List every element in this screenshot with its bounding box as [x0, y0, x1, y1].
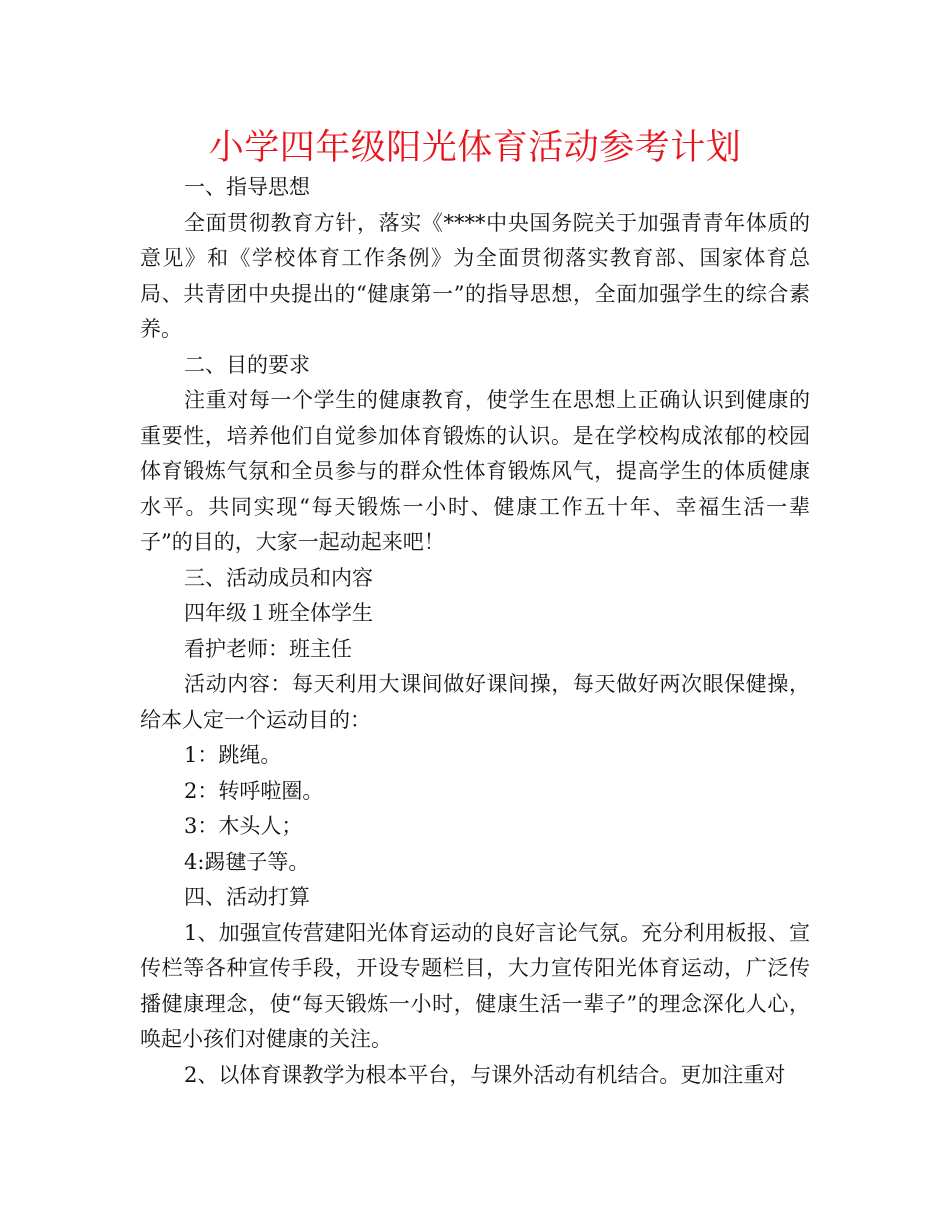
list-item-jump-rope: 1：跳绳。 — [184, 743, 282, 767]
document-title: 小学四年级阳光体育活动参考计划 — [208, 128, 742, 168]
paragraph-members: 四年级１班全体学生 — [184, 601, 373, 625]
paragraph-guiding-thought: 全面贯彻教育方针，落实《****中央国务院关于加强青青年体质的意见》和《学校体育工作条例》为全面贯彻落实教育部、国家体育总局、共青团中央提出的“健康第一”的指导思想，全面加强学生的综合素养。 — [140, 210, 810, 341]
paragraph-supervisor: 看护老师：班主任 — [184, 636, 352, 661]
paragraph-plan-2: 2、以体育课教学为根本平台，与课外活动有机结合。更加注重对 — [184, 1062, 786, 1087]
section-heading-members-content: 三、活动成员和内容 — [184, 565, 373, 590]
section-heading-guiding-thought: 一、指导思想 — [184, 175, 310, 199]
list-item-shuttlecock: 4:踢毽子等。 — [184, 849, 310, 874]
paragraph-plan-1: 1、加强宣传营建阳光体育运动的良好言论气氛。充分利用板报、宣传栏等各种宣传手段，开设专题栏目，大力宣传阳光体育运动，广泛传播健康理念，使“每天锻炼一小时，健康生活一辈子”的理念深化人心，唤起小孩们对健康的关注。 — [140, 920, 810, 1051]
paragraph-activity-content: 活动内容：每天利用大课间做好课间操，每天做好两次眼保健操，给本人定一个运动目的： — [140, 672, 810, 732]
paragraph-goals: 注重对每一个学生的健康教育，使学生在思想上正确认识到健康的重要性，培养他们自觉参加体育锻炼的认识。是在学校构成浓郁的校园体育锻炼气氛和全员参与的群众性体育锻炼风气，提高学生的体质健康水平。共同实现“每天锻炼一小时、健康工作五十年、幸福生活一辈子”的目的，大家一起动起来吧！ — [140, 388, 810, 554]
list-item-hula-hoop: 2：转呼啦圈。 — [184, 778, 324, 803]
section-heading-activity-plan: 四、活动打算 — [184, 885, 310, 909]
list-item-wooden-man: 3：木头人； — [184, 814, 303, 838]
section-heading-goals: 二、目的要求 — [184, 352, 310, 377]
